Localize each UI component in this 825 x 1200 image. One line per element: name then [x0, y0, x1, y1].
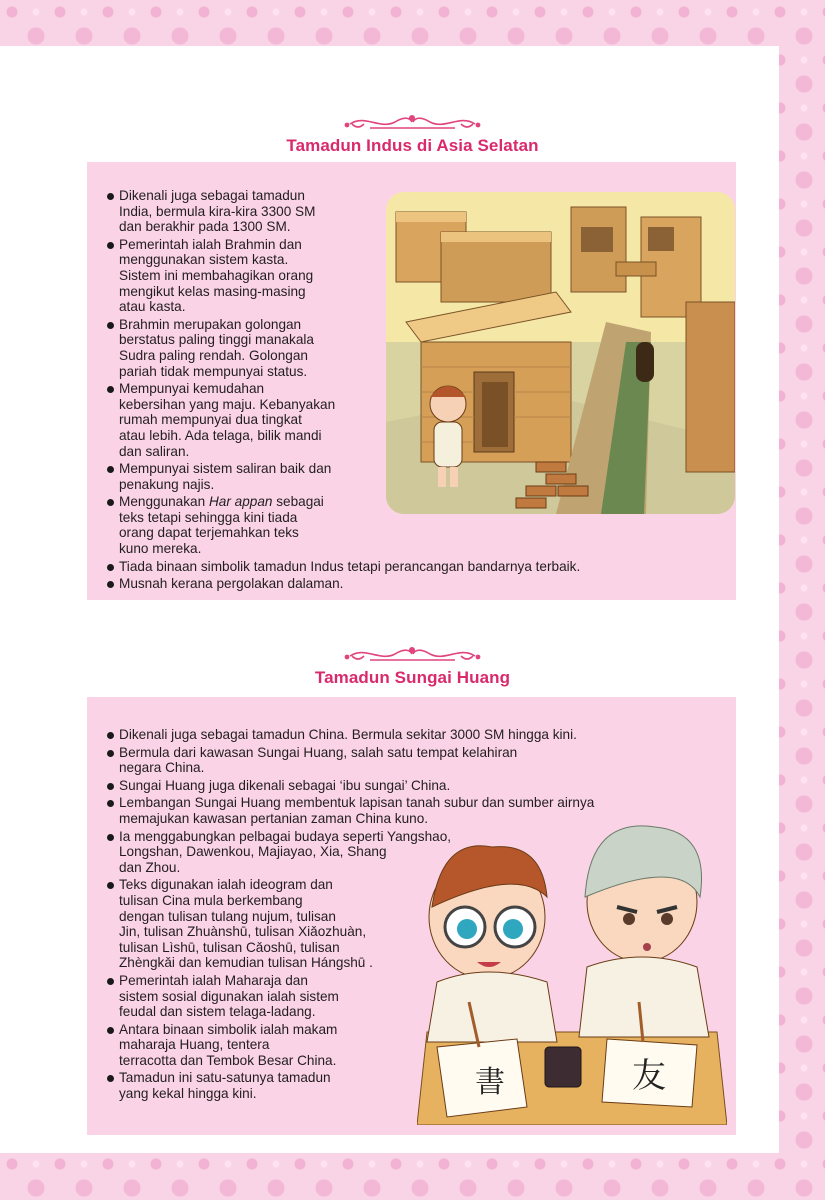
ancient-city-illustration: [386, 192, 735, 514]
list-item: Musnah kerana pergolakan dalaman.: [105, 576, 715, 592]
list-item: Mempunyai sistem saliran baik dan penakung najis.: [105, 461, 715, 492]
section-title-indus: Tamadun Indus di Asia Selatan: [286, 136, 539, 155]
ink-character-icon: 友: [632, 1056, 666, 1096]
list-item: Dikenali juga sebagai tamadun India, bermula kira-kira 3300 SM dan berakhir pada 1300 SM.: [105, 188, 715, 235]
list-item: Lembangan Sungai Huang membentuk lapisan tanah subur dan sumber airnya memajukan kawasan pertanian zaman China kuno.: [105, 795, 725, 826]
list-item: Bermula dari kawasan Sungai Huang, salah satu tempat kelahiran negara China.: [105, 745, 725, 776]
decorative-scroll-icon: [0, 642, 825, 666]
indus-panel: [87, 162, 736, 600]
list-item: Pemerintah ialah Brahmin dan menggunakan sistem kasta. Sistem ini membahagikan orang mengikut kelas masing-masing atau kasta.: [105, 237, 715, 315]
decorative-scroll-icon: [0, 110, 825, 134]
list-item: Menggunakan Har appan sebagai teks tetapi sehingga kini tiada orang dapat terjemahkan teks kuno mereka.: [105, 494, 715, 556]
ink-character-icon: 書: [475, 1065, 505, 1100]
list-item: Sungai Huang juga dikenali sebagai ‘ibu sungai’ China.: [105, 778, 725, 794]
list-item: Brahmin merupakan golongan berstatus paling tinggi manakala Sudra paling rendah. Golongan pariah tidak mempunyai status.: [105, 317, 715, 379]
list-item: Antara binaan simbolik ialah makam maharaja Huang, tentera terracotta dan Tembok Besar China.: [105, 1022, 725, 1069]
list-item: Dikenali juga sebagai tamadun China. Bermula sekitar 3000 SM hingga kini.: [105, 727, 725, 743]
list-item: Ia menggabungkan pelbagai budaya seperti Yangshao, Longshan, Dawenkou, Majiayao, Xia, Shang dan Zhou.: [105, 829, 725, 876]
list-item: Tamadun ini satu-satunya tamadun yang kekal hingga kini.: [105, 1070, 725, 1101]
list-item: Mempunyai kemudahan kebersihan yang maju. Kebanyakan rumah mempunyai dua tingkat atau lebih. Ada telaga, bilik mandi dan saliran.: [105, 381, 715, 459]
huang-bullet-list: [105, 727, 725, 1104]
list-item: Teks digunakan ialah ideogram dan tulisan Cina mula berkembang dengan tulisan tulang nujum, tulisan Jin, tulisan Zhuànshū, tulisan Xiǎozhuàn, tulisan Lìshū, tulisan Cǎoshū, tulisan Zhèngkǎi dan kemudian tulisan Hángshū .: [105, 877, 725, 971]
section-title-huang: Tamadun Sungai Huang: [314, 668, 511, 687]
huang-panel: [87, 697, 736, 1135]
list-item: Tiada binaan simbolik tamadun Indus tetapi perancangan bandarnya terbaik.: [105, 559, 715, 575]
list-item: Pemerintah ialah Maharaja dan sistem sosial digunakan ialah sistem feudal dan sistem telaga-ladang.: [105, 973, 725, 1020]
